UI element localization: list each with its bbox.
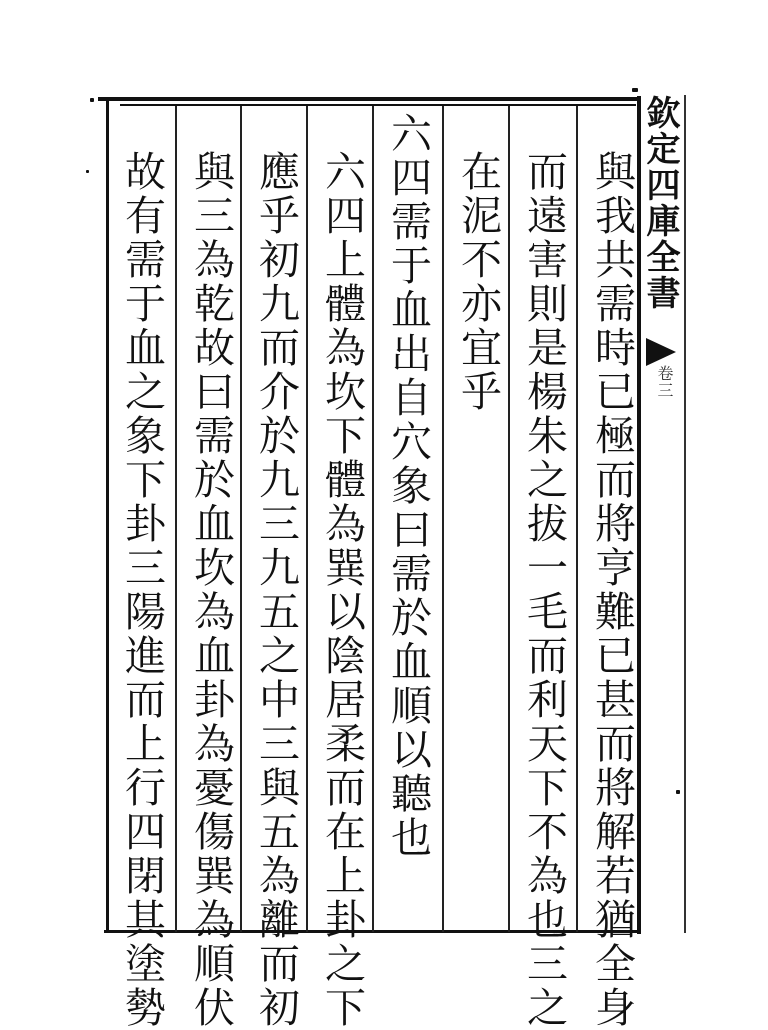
scan-speck [86, 170, 89, 173]
text-column-5: 六四上體為坎下體為巽以陰居柔而在上卦之下 [318, 150, 366, 1030]
frame-left-rule [106, 98, 109, 932]
column-divider [576, 106, 578, 932]
book-title: 欽定四庫全書 [640, 95, 680, 311]
column-divider [175, 106, 177, 932]
volume-label: 卷三 [655, 365, 674, 399]
scan-speck [676, 790, 680, 794]
scan-speck [90, 98, 94, 102]
fish-tail-mark-icon [646, 338, 676, 366]
column-divider [372, 106, 374, 932]
text-column-1: 與我共需時已極而將亨難已甚而將解若猶全身 [588, 150, 636, 1030]
frame-top-rule [98, 97, 638, 101]
text-column-8: 故有需于血之象下卦三陽進而上行四閉其塗勢 [118, 150, 166, 1030]
column-divider [442, 106, 444, 932]
column-divider [306, 106, 308, 932]
column-divider [240, 106, 242, 932]
text-column-6: 應乎初九而介於九三九五之中三與五為離而初 [252, 150, 300, 1030]
text-column-7: 與三為乾故曰需於血坎為血卦為憂傷巽為順伏 [187, 150, 235, 1030]
text-column-4: 六四需于血出自穴象曰需於血順以聽也 [384, 112, 432, 860]
scan-speck [632, 88, 638, 92]
text-column-3: 在泥不亦宜乎 [454, 150, 502, 414]
frame-top-inner-rule [120, 104, 636, 106]
text-column-2: 而遠害則是楊朱之拔一毛而利天下不為也三之 [520, 150, 568, 1030]
column-divider [508, 106, 510, 932]
